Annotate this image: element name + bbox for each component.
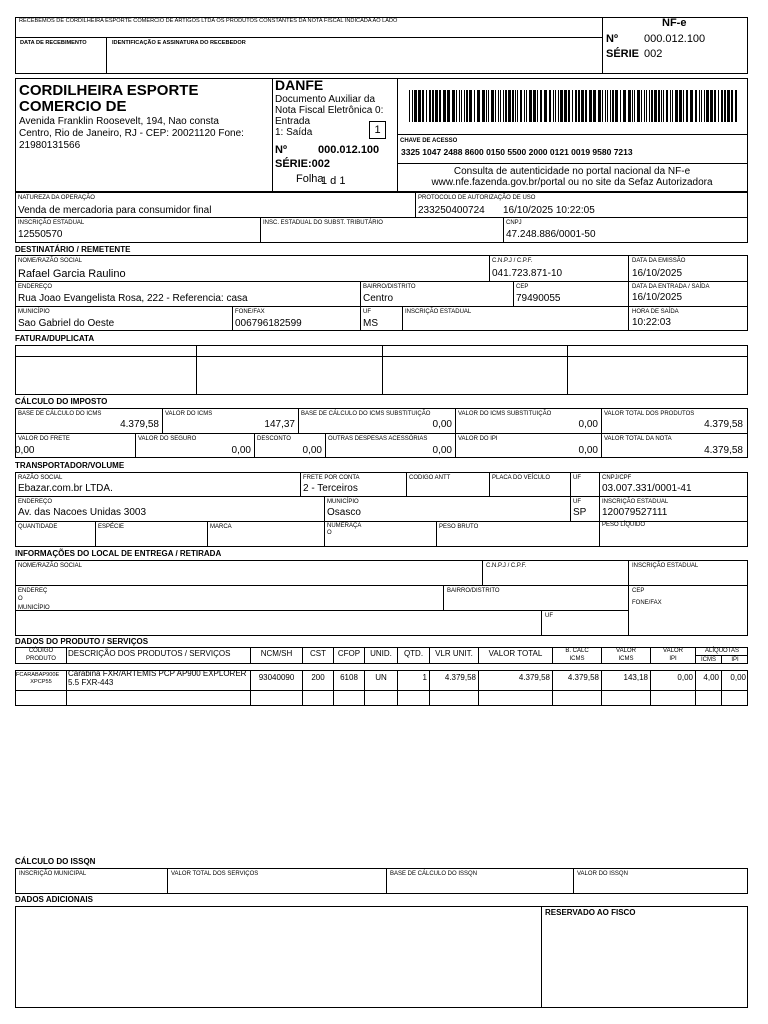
p-bc: 4.379,58 [567, 673, 599, 682]
tax-section: CÁLCULO DO IMPOSTO [15, 397, 108, 406]
v-nota: 4.379,58 [704, 445, 743, 456]
h-vipi-1: VALOR [663, 648, 683, 654]
h-vicms-1: VALOR [616, 648, 636, 654]
barcode-bar [615, 90, 618, 122]
protocolo-value: 233250400724 [418, 205, 485, 216]
nfe-title: NF-e [662, 17, 687, 29]
barcode-bar [474, 90, 475, 122]
rec-hora-label: HORA DE SAÍDA [632, 309, 679, 315]
fatura-section: FATURA/DUPLICATA [15, 334, 95, 343]
barcode-bar [505, 90, 507, 122]
del-endereco-label-1: ENDEREÇ [18, 588, 48, 594]
h-cst: CST [310, 649, 326, 658]
v-st-label: VALOR DO ICMS SUBSTITUIÇÃO [458, 411, 552, 417]
rec-name-label: NOME/RAZÃO SOCIAL [18, 258, 83, 264]
barcode-bar [593, 90, 596, 122]
p-desc-1: Carabina FXR/ARTEMIS PCP AP900 EXPLORER [68, 669, 247, 678]
receipt-sign-label: IDENTIFICAÇÃO E ASSINATURA DO RECEBEDOR [112, 40, 246, 46]
nfe-serie: 002 [644, 48, 663, 60]
barcode-bar [721, 90, 723, 122]
barcode-bar [555, 90, 556, 122]
outras-label: OUTRAS DESPESAS ACESSÓRIAS [328, 436, 428, 442]
barcode-bar [634, 90, 635, 122]
seguro-label: VALOR DO SEGURO [138, 436, 197, 442]
car-cnpj: 03.007.331/0001-41 [602, 483, 692, 494]
v-icms-label: VALOR DO ICMS [165, 411, 213, 417]
barcode-bar [486, 90, 487, 122]
ipi-label: VALOR DO IPI [458, 436, 498, 442]
barcode-bar [520, 90, 522, 122]
access-key: 3325 1047 2488 8600 0150 5500 2000 0121 0019 9580 7213 [401, 147, 633, 157]
danfe-folha-value: 1 d 1 [321, 175, 346, 187]
danfe-type-box [369, 121, 386, 139]
barcode-bar [412, 90, 413, 122]
receipt-text: RECEBEMOS DE CORDILHEIRA ESPORTE COMERCIO DE ARTIGOS LTDA OS PRODUTOS CONSTANTES DA NOTA FISCAL INDICADA AO LADO [19, 18, 398, 24]
h-qtd: QTD. [403, 649, 424, 658]
emitter-address-2: Centro, Rio de Janeiro, RJ - CEP: 20021120 Fone: [19, 128, 244, 139]
del-fone-label: FONE/FAX [632, 600, 662, 606]
products-section: DADOS DO PRODUTO / SERVIÇOS [15, 637, 149, 646]
barcode-bar [672, 90, 673, 122]
outras: 0,00 [432, 445, 452, 456]
barcode-bar [632, 90, 633, 122]
del-municipio-label: MUNICÍPIO [18, 605, 50, 611]
emitter-name-1: CORDILHEIRA ESPORTE [19, 82, 199, 99]
issqn-bc-label: BASE DE CÁLCULO DO ISSQN [390, 871, 478, 877]
receipt-date-label: DATA DE RECEBIMENTO [20, 40, 87, 46]
barcode-bar [651, 90, 653, 122]
barcode-bar [658, 90, 660, 122]
carrier-section: TRANSPORTADOR/VOLUME [15, 461, 125, 470]
h-cfop: CFOP [337, 649, 361, 658]
car-placa-label: PLACA DO VEÍCULO [492, 475, 551, 481]
car-peso-liq-label: PESO LÍQUIDO [602, 522, 646, 528]
barcode-bar [589, 90, 592, 122]
cnpj-value: 47.248.886/0001-50 [506, 229, 596, 240]
car-numeracao-label-2: O [327, 530, 332, 536]
barcode-bar [482, 90, 485, 122]
h-codigo-1: CÓDIGO [28, 648, 54, 654]
ie-value: 12550570 [18, 229, 63, 240]
desconto: 0,00 [302, 445, 322, 456]
rec-emissao-label: DATA DA EMISSÃO [632, 258, 686, 264]
car-ie: 120079527111 [602, 507, 668, 518]
barcode-bar [524, 90, 525, 122]
barcode-bar [560, 90, 563, 122]
barcode-bar [649, 90, 650, 122]
barcode-bar [610, 90, 611, 122]
barcode-bar [422, 90, 424, 122]
barcode-bar [508, 90, 511, 122]
barcode-bar [578, 90, 580, 122]
del-bairro-label: BAIRRO/DISTRITO [447, 588, 500, 594]
car-uf2-label: UF [573, 499, 581, 505]
v-prod: 4.379,58 [704, 419, 743, 430]
barcode-bar [661, 90, 662, 122]
p-unid: UN [375, 673, 387, 682]
bc-icms-label: BASE DE CÁLCULO DO ICMS [18, 411, 102, 417]
barcode-bar [435, 90, 438, 122]
barcode-bar [414, 90, 417, 122]
barcode-bar [575, 90, 577, 122]
barcode-bar [612, 90, 614, 122]
barcode-bar [735, 90, 737, 122]
barcode-bar [724, 90, 726, 122]
rec-emissao: 16/10/2025 [632, 268, 683, 279]
products-row-empty [15, 690, 748, 706]
barcode-bar [426, 90, 427, 122]
barcode-bar [675, 90, 678, 122]
receipt-stub [15, 17, 603, 74]
danfe-number: 000.012.100 [318, 144, 380, 156]
nfe-serie-label: SÉRIE [606, 48, 640, 60]
barcode-bar [464, 90, 465, 122]
p-ncm: 93040090 [258, 673, 295, 682]
nfe-number-label: Nº [606, 33, 618, 45]
barcode-bar [409, 90, 410, 122]
nfe-number: 000.012.100 [644, 33, 706, 45]
barcode-bar [644, 90, 645, 122]
barcode-bar [695, 90, 697, 122]
barcode-bar [544, 90, 547, 122]
issqn-v-label: VALOR DO ISSQN [577, 871, 628, 877]
barcode-bar [564, 90, 567, 122]
p-aipi: 0,00 [730, 673, 746, 682]
p-vipi: 0,00 [677, 673, 693, 682]
barcode-bar [607, 90, 608, 122]
barcode-bar [666, 90, 668, 122]
del-ie-label: INSCRIÇÃO ESTADUAL [632, 563, 699, 569]
delivery-box [15, 560, 748, 636]
car-name-label: RAZÃO SOCIAL [18, 475, 63, 481]
barcode-bar [517, 90, 518, 122]
danfe-serie: SÉRIE:002 [275, 158, 331, 170]
p-cst: 200 [311, 673, 325, 682]
h-codigo-2: PRODUTO [26, 656, 56, 662]
emitter-address-1: Avenida Franklin Roosevelt, 194, Nao consta [19, 116, 219, 127]
barcode-bar [495, 90, 496, 122]
del-name-label: NOME/RAZÃO SOCIAL [18, 563, 83, 569]
barcode-bar [686, 90, 688, 122]
danfe-desc-4: 1: Saída [275, 127, 313, 138]
h-bc-1: B. CALC [565, 648, 589, 654]
cnpj-label: CNPJ [506, 220, 522, 226]
rec-municipio: Sao Gabriel do Oeste [18, 318, 115, 329]
p-vicms: 143,18 [623, 673, 648, 682]
h-vtotal: VALOR TOTAL [488, 649, 543, 658]
barcode-bar [701, 90, 702, 122]
barcode-bar [690, 90, 693, 122]
v-icms: 147,37 [264, 419, 295, 430]
car-numeracao-label-1: NUMERAÇÃ [327, 523, 362, 529]
barcode-bar [718, 90, 719, 122]
barcode-bar [447, 90, 450, 122]
protocolo-label: PROTOCOLO DE AUTORIZAÇÃO DE USO [418, 195, 536, 201]
rec-municipio-label: MUNICÍPIO [18, 309, 50, 315]
rec-cep-label: CEP [516, 284, 529, 290]
barcode-bar [572, 90, 573, 122]
rec-fone-label: FONE/FAX [235, 309, 265, 315]
barcode [409, 90, 737, 122]
barcode-bar [598, 90, 601, 122]
car-uf: SP [573, 507, 587, 518]
barcode-bar [628, 90, 631, 122]
h-aliq: ALÍQUOTAS [705, 648, 739, 654]
barcode-bar [727, 90, 730, 122]
barcode-bar [670, 90, 671, 122]
p-vtotal: 4.379,58 [518, 673, 550, 682]
frete-label: VALOR DO FRETE [18, 436, 70, 442]
p-desc-2: 5.5 FXR-443 [68, 678, 114, 687]
rec-ie-label: INSCRIÇÃO ESTADUAL [405, 309, 472, 315]
barcode-bar [459, 90, 460, 122]
barcode-bar [526, 90, 527, 122]
barcode-bar [620, 90, 621, 122]
issqn-vserv-label: VALOR TOTAL DOS SERVIÇOS [171, 871, 259, 877]
car-qtd-label: QUANTIDADE [18, 524, 58, 530]
barcode-bar [503, 90, 504, 122]
car-cnpj-label: CNPJ/CPF [602, 475, 632, 481]
car-frete-label: FRETE POR CONTA [303, 475, 360, 481]
h-vicms-2: ICMS [618, 656, 634, 662]
p-codigo-2: XPCP55 [30, 679, 52, 685]
barcode-bar [500, 90, 501, 122]
car-uf-label: UF [573, 475, 581, 481]
barcode-bar [710, 90, 713, 122]
barcode-bar [512, 90, 514, 122]
car-municipio-label: MUNICÍPIO [327, 499, 359, 505]
barcode-bar [646, 90, 647, 122]
ie-label: INSCRIÇÃO ESTADUAL [18, 220, 85, 226]
car-marca-label: MARCA [210, 524, 232, 530]
danfe-desc-2: Nota Fiscal Eletrônica 0: [275, 105, 384, 116]
barcode-bar [461, 90, 462, 122]
barcode-bar [585, 90, 587, 122]
rec-hora: 10:22:03 [632, 317, 671, 328]
del-uf-label: UF [545, 613, 553, 619]
car-ie-label: INSCRIÇÃO ESTADUAL [602, 499, 669, 505]
danfe-title: DANFE [275, 77, 324, 93]
barcode-bar [623, 90, 626, 122]
p-aicms: 4,00 [703, 673, 719, 682]
barcode-bar [654, 90, 657, 122]
rec-cpf-label: C.N.P.J / C.P.F. [492, 258, 533, 264]
rec-entrada-label: DATA DA ENTRADA / SAÍDA [632, 284, 710, 290]
barcode-bar [558, 90, 559, 122]
danfe-folha-label: Folha [296, 173, 324, 185]
danfe-desc-1: Documento Auxiliar da [275, 94, 376, 105]
barcode-bar [637, 90, 640, 122]
barcode-bar [699, 90, 700, 122]
barcode-bar [533, 90, 536, 122]
bc-st: 0,00 [432, 419, 452, 430]
car-frete: 2 - Terceiros [303, 483, 358, 494]
rec-cep: 79490055 [516, 293, 561, 304]
barcode-bar [602, 90, 603, 122]
seguro: 0,00 [231, 445, 251, 456]
rec-cpf: 041.723.871-10 [492, 268, 563, 279]
additional-section: DADOS ADICIONAIS [15, 895, 93, 904]
v-prod-label: VALOR TOTAL DOS PRODUTOS [604, 411, 695, 417]
car-antt-label: CODIGO ANTT [409, 475, 451, 481]
barcode-bar [443, 90, 446, 122]
h-unid: UNID. [370, 649, 392, 658]
barcode-bar [439, 90, 441, 122]
ie-st-label: INSC. ESTADUAL DO SUBST. TRIBUTÁRIO [263, 220, 383, 226]
emitter-address-3: 21980131566 [19, 140, 81, 151]
car-municipio: Osasco [327, 507, 361, 518]
car-especie-label: ESPÉCIE [98, 524, 125, 530]
delivery-section: INFORMAÇÕES DO LOCAL DE ENTREGA / RETIRADA [15, 549, 222, 558]
rec-bairro-label: BAIRRO/DISTRITO [363, 284, 416, 290]
emitter-name-2: COMERCIO DE [19, 98, 127, 115]
natureza-value: Venda de mercadoria para consumidor final [18, 205, 212, 216]
barcode-bar [553, 90, 554, 122]
barcode-bar [469, 90, 472, 122]
barcode-bar [452, 90, 455, 122]
p-qtd: 1 [422, 673, 427, 682]
barcode-bar [488, 90, 489, 122]
recipient-section: DESTINATÁRIO / REMETENTE [15, 245, 131, 254]
desconto-label: DESCONTO [257, 436, 291, 442]
h-aicms: ICMS [701, 657, 716, 663]
barcode-bar [491, 90, 494, 122]
danfe-desc-3: Entrada [275, 116, 311, 127]
barcode-bar [706, 90, 709, 122]
consult-line-2: www.nfe.fazenda.gov.br/portal ou no site da Sefaz Autorizadora [431, 177, 713, 188]
fisco-label: RESERVADO AO FISCO [545, 908, 636, 917]
car-endereco-label: ENDEREÇO [18, 499, 53, 505]
issqn-im-label: INSCRIÇÃO MUNICIPAL [19, 871, 87, 877]
rec-endereco: Rua Joao Evangelista Rosa, 222 - Referencia: casa [18, 293, 248, 304]
barcode-bar [429, 90, 431, 122]
ipi: 0,00 [578, 445, 598, 456]
barcode-bar [498, 90, 499, 122]
rec-name: Rafael Garcia Raulino [18, 268, 126, 280]
access-key-label: CHAVE DE ACESSO [400, 138, 458, 144]
rec-entrada: 16/10/2025 [632, 292, 683, 303]
barcode-bar [549, 90, 551, 122]
v-st: 0,00 [578, 419, 598, 430]
barcode-bar [537, 90, 538, 122]
barcode-bar [477, 90, 480, 122]
barcode-bar [540, 90, 542, 122]
rec-fone: 006796182599 [235, 318, 302, 329]
barcode-bar [683, 90, 684, 122]
p-vunit: 4.379,58 [444, 673, 476, 682]
barcode-bar [529, 90, 532, 122]
barcode-bar [714, 90, 716, 122]
h-bc-2: ICMS [569, 656, 585, 662]
rec-uf-label: UF [363, 309, 371, 315]
barcode-bar [581, 90, 584, 122]
barcode-bar [418, 90, 421, 122]
barcode-bar [515, 90, 516, 122]
del-cep-label: CEP [632, 588, 645, 594]
barcode-bar [466, 90, 468, 122]
rec-endereco-label: ENDEREÇO [18, 284, 53, 290]
del-endereco-label-2: O [18, 596, 23, 602]
barcode-bar [731, 90, 733, 122]
protocolo-datetime: 16/10/2025 10:22:05 [503, 205, 595, 216]
barcode-bar [641, 90, 642, 122]
v-nota-label: VALOR TOTAL DA NOTA [604, 436, 672, 442]
del-cnpj-label: C.N.P.J / C.P.F. [486, 563, 527, 569]
danfe-type-value: 1 [374, 124, 381, 136]
issqn-box [15, 868, 748, 894]
car-peso-bruto-label: PESO BRUTO [439, 524, 479, 530]
h-vunit: VLR UNIT. [435, 649, 473, 658]
barcode-bar [605, 90, 606, 122]
h-desc: DESCRIÇÃO DOS PRODUTOS / SERVIÇOS [68, 649, 231, 658]
danfe-number-label: Nº [275, 144, 287, 156]
barcode-bar [704, 90, 705, 122]
consult-line-1: Consulta de autenticidade no portal nacional da NF-e [453, 166, 691, 177]
natureza-label: NATUREZA DA OPERAÇÃO [18, 195, 95, 201]
rec-uf: MS [363, 318, 378, 329]
p-cfop: 6108 [340, 673, 358, 682]
p-codigo-1: FCARABAP900E [16, 672, 60, 678]
additional-box [15, 906, 748, 1008]
barcode-bar [663, 90, 664, 122]
frete: 0,00 [15, 445, 35, 456]
h-vipi-2: IPI [669, 656, 677, 662]
car-endereco: Av. das Nacoes Unidas 3003 [18, 507, 147, 518]
issqn-section: CÁLCULO DO ISSQN [15, 857, 96, 866]
h-ncm: NCM/SH [260, 649, 293, 658]
barcode-bar [679, 90, 682, 122]
bc-st-label: BASE DE CÁLCULO DO ICMS SUBSTITUIÇÃO [301, 411, 431, 417]
barcode-bar [432, 90, 434, 122]
bc-icms: 4.379,58 [120, 419, 159, 430]
h-aipi: IPI [731, 657, 739, 663]
barcode-bar [568, 90, 570, 122]
car-name: Ebazar.com.br LTDA. [18, 483, 113, 494]
rec-bairro: Centro [363, 293, 394, 304]
barcode-bar [456, 90, 457, 122]
